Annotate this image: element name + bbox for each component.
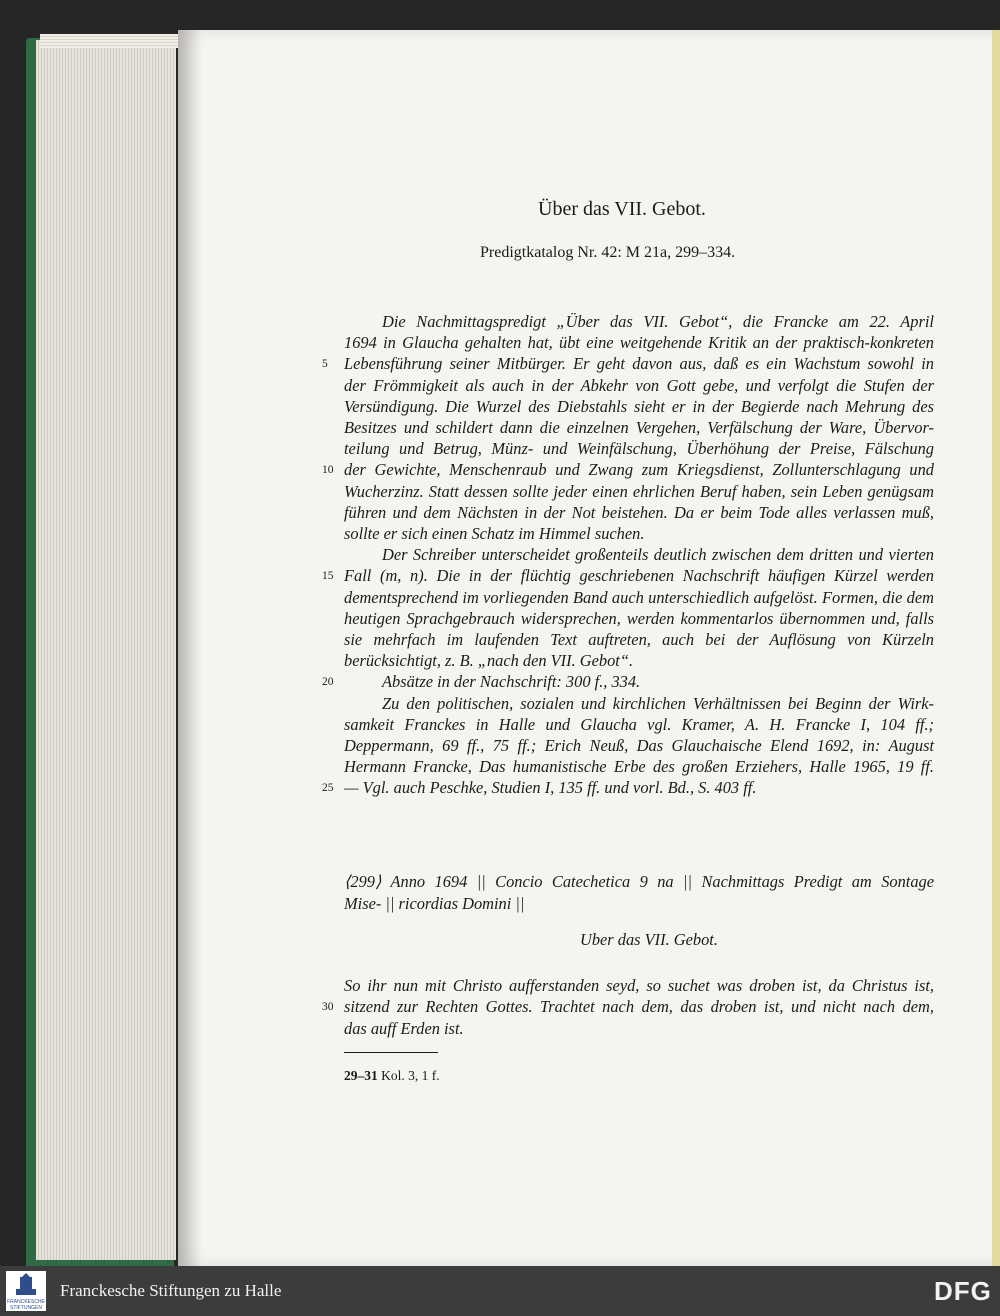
footer-label: Franckesche Stiftungen zu Halle [60,1281,282,1300]
intro-line: Zu den politischen, sozialen und kirchlichen Verhältnissen bei Beginn der Wirk- [382,693,934,713]
intro-line: berücksichtigt, z. B. „nach den VII. Gebot“. [344,651,634,671]
line-number: 30 [322,1001,334,1014]
line-number: 5 [322,358,328,371]
intro-line: 1694 in Glaucha gehalten hat, übt eine weitgehende Kritik an der praktisch-konkreten [344,333,934,353]
intro-line: Besitzes und schildert dann die einzelnen Vergehen, Verfälschung der Ware, Übervor- [344,418,934,437]
intro-line: Absätze in der Nachschrift: 300 f., 334. [382,672,641,692]
intro-line: Deppermann, 69 ff., 75 ff.; Erich Neuß, Das Glauchaische Elend 1692, in: August [344,736,934,755]
intro-line: der Frömmigkeit als auch in der Abkehr von Gott gebe, und verfolgt die Stufen der [344,375,934,395]
intro-line: Versündigung. Die Wurzel des Diebstahls sieht er in der Begierde nach Mehrung des [344,396,934,416]
intro-line: dementsprechend im vorliegenden Band auch unterschiedlich aufgelöst. Formen, die dem [344,587,934,607]
footnote [344,1068,440,1084]
heading-line: ⟨299⟩ Anno 1694 || Concio Catechetica 9 na || Nachmittags Predigt am Sontage [344,872,934,891]
sermon-line: So ihr nun mit Christo aufferstanden seyd, so suchet was droben ist, da Christus ist, [344,976,934,995]
intro-line: sie mehrfach im laufenden Text auftreten, auch bei der Auflösung von Kürzeln [344,630,934,649]
page-title: Über das VII. Gebot. [538,198,706,220]
line-number: 15 [322,570,334,583]
footnote-ref: 29–31 [344,1068,378,1083]
catalog-reference: Predigtkatalog Nr. 42: M 21a, 299–334. [480,244,736,261]
intro-line: teilung und Betrug, Münz- und Weinfälschung, Überhöhung der Preise, Fälschung [344,439,934,459]
page-edges-top [40,34,180,48]
intro-line: heutigen Sprachgebrauch widersprechen, werden kommentarlos übernommen und, falls [344,608,934,628]
intro-line: Lebensführung seiner Mitbürger. Er geht davon aus, daß es ein Wachstum sowohl in [344,354,934,374]
logo-text: FRANCKESCHE [7,1299,45,1305]
intro-line: samkeit Franckes in Halle und Glaucha vgl. Kramer, A. H. Francke I, 104 ff.; [344,714,934,734]
sermon-line: das auff Erden ist. [344,1018,464,1038]
line-number: 10 [322,464,334,477]
svg-text:STIFTUNGEN: STIFTUNGEN [10,1305,42,1311]
sermon-title: Uber das VII. Gebot. [580,930,718,949]
line-number: 25 [322,782,334,795]
intro-line: der Gewichte, Menschenraub und Zwang zum Kriegsdienst, Zollunterschlagung und [344,460,934,480]
intro-line: Fall (m, n). Die in der flüchtig geschriebenen Nachschrift häufigen Kürzel werden [344,566,934,586]
footnote-text: Kol. 3, 1 f. [377,1068,440,1083]
intro-line: — Vgl. auch Peschke, Studien I, 135 ff. und vorl. Bd., S. 403 ff. [344,778,757,798]
right-page-edge [992,30,1000,1266]
footer-bar [0,1266,1000,1316]
heading-line: Mise- || ricordias Domini || [344,893,525,913]
intro-line: Hermann Francke, Das humanistische Erbe des großen Erziehers, Halle 1965, 19 ff. [344,757,934,777]
franckesche-stiftungen-logo-icon [6,1271,46,1311]
sermon-line: sitzend zur Rechten Gottes. Trachtet nach dem, das droben ist, und nicht nach dem, [344,997,934,1017]
intro-line: Wucherzinz. Statt dessen sollte jeder einen ehrlichen Beruf haben, sein Leben genügsam [344,481,934,501]
page-edges [36,40,176,1260]
intro-line: sollte er sich einen Schatz im Himmel suchen. [344,524,645,543]
dfg-logo: DFG [934,1276,992,1306]
intro-line: Die Nachmittagspredigt „Über das VII. Gebot“, die Francke am 22. April [382,312,934,331]
intro-line: führen und dem Nächsten in der Not beistehen. Da er beim Tode alles verlassen muß, [344,502,934,522]
line-number: 20 [322,676,334,689]
page-gutter-shadow [178,30,202,1266]
intro-line: Der Schreiber unterscheidet großenteils deutlich zwischen dem dritten und vierten [382,545,934,565]
footnote-rule [344,1052,438,1053]
